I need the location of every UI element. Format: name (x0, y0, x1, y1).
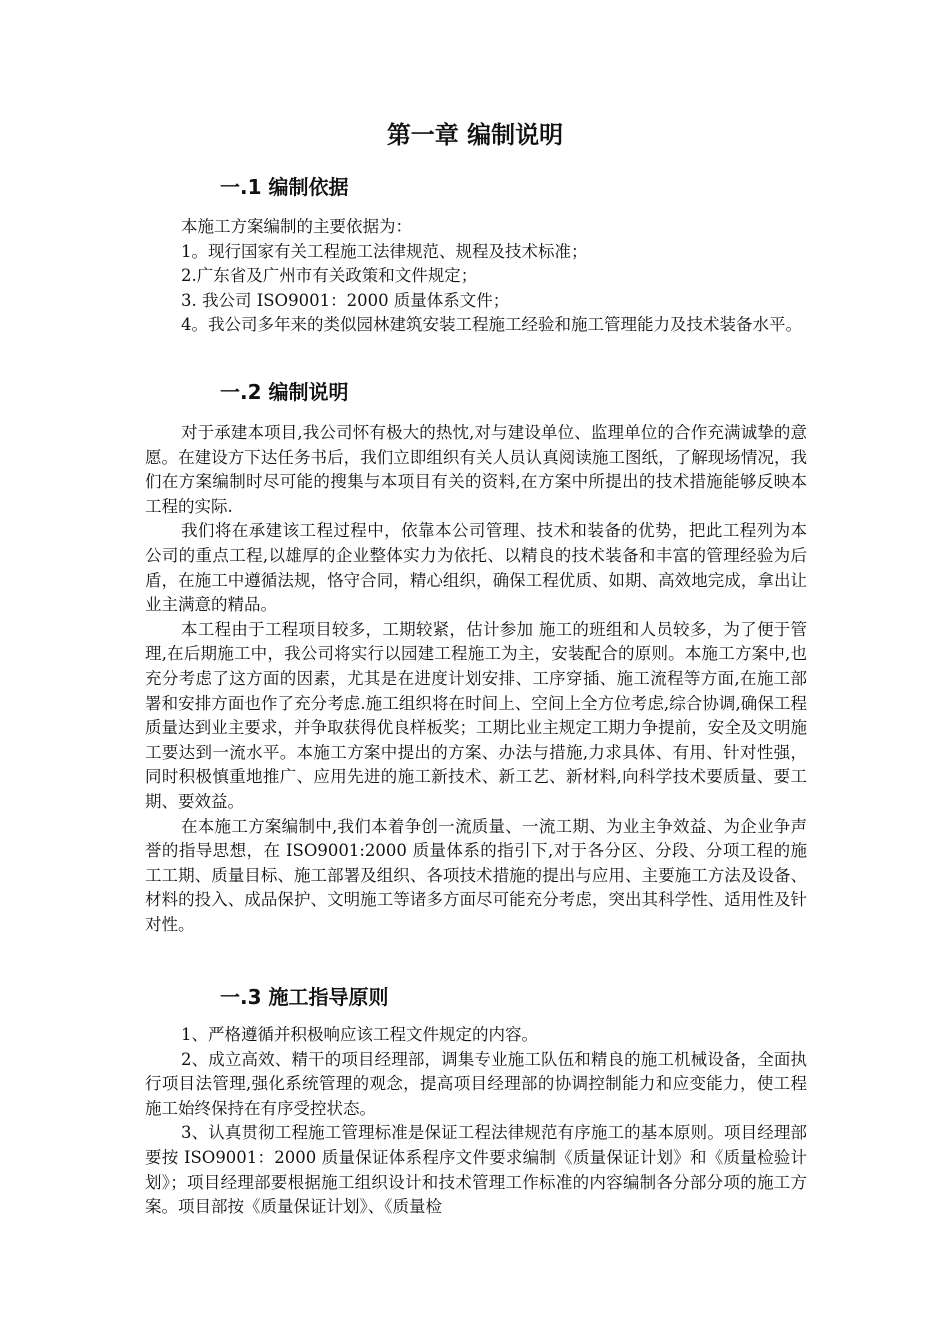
section-body-basis (145, 215, 807, 338)
section-body-explanation (145, 421, 807, 937)
list-item: 3. 我公司 ISO9001：2000 质量体系文件； (181, 290, 510, 310)
section-body-principles (145, 1023, 807, 1220)
paragraph: 对于承建本项目,我公司怀有极大的热忱,对与建设单位、监理单位的合作充满诚挚的意愿。在建设方下达任务书后，我们立即组织有关人员认真阅读施工图纸，了解现场情况，我们在方案编制时尽可能的搜集与本项目有关的资料,在方案中所提出的技术措施能够反映本工程的实际. (145, 423, 807, 516)
list-item: 1。现行国家有关工程施工法律规范、规程及技术标准； (181, 241, 588, 261)
paragraph: 在本施工方案编制中,我们本着争创一流质量、一流工期、为业主争效益、为企业争声誉的指导思想，在 ISO9001:2000 质量体系的指引下,对于各分区、分段、分项工程的施工工期、质量目标、施工部署及组织、各项技术措施的提出与应用、主要施工方法及设备、材料的投入、成品保护、文明施工等诸多方面尽可能充分考虑，突出其科学性、适用性及针对性。 (145, 816, 807, 934)
list-item: 2.广东省及广州市有关政策和文件规定； (181, 266, 478, 286)
chapter-title: 第一章 编制说明 (386, 121, 564, 149)
list-item: 4。我公司多年来的类似园林建筑安装工程施工经验和施工管理能力及技术装备水平。 (181, 315, 802, 335)
paragraph: 我们将在承建该工程过程中，依靠本公司管理、技术和装备的优势，把此工程列为本公司的重点工程,以雄厚的企业整体实力为依托、以精良的技术装备和丰富的管理经验为后盾，在施工中遵循法规，恪守合同，精心组织，确保工程优质、如期、高效地完成，拿出让业主满意的精品。 (145, 521, 807, 615)
list-item: 2、成立高效、精干的项目经理部，调集专业施工队伍和精良的施工机械设备，全面执行项目法管理,强化系统管理的观念，提高项目经理部的协调控制能力和应变能力，使工程施工始终保持在有序受控状态。 (145, 1049, 807, 1118)
section-title-basis: 一.1 编制依据 (220, 175, 349, 199)
list-item: 1、严格遵循并积极响应该工程文件规定的内容。 (181, 1025, 538, 1044)
section-title-explanation: 一.2 编制说明 (220, 380, 349, 404)
paragraph: 本施工方案编制的主要依据为： (181, 217, 412, 236)
list-item: 3、认真贯彻工程施工管理标准是保证工程法律规范有序施工的基本原则。项目经理部要按 ISO9001：2000 质量保证体系程序文件要求编制《质量保证计划》和《质量检验计划》；项目经理部要根据施工组织设计和技术管理工作标准的内容编制各分部分项的施工方案。项目部按《质量保证计划》、《质量检 (145, 1123, 807, 1217)
section-title-principles: 一.3 施工指导原则 (220, 985, 389, 1009)
paragraph: 本工程由于工程项目较多，工期较紧，估计参加 施工的班组和人员较多，为了便于管理,在后期施工中，我公司将实行以园建工程施工为主，安装配合的原则。本施工方案中,也充分考虑了这方面的因素，尤其是在进度计划安排、工序穿插、施工流程等方面,在施工部署和安排方面也作了充分考虑.施工组织将在时间上、空间上全方位考虑,综合协调,确保工程质量达到业主要求，并争取获得优良样板奖；工期比业主规定工期力争提前，安全及文明施工要达到一流水平。本施工方案中提出的方案、办法与措施,力求具体、有用、针对性强，同时积极慎重地推广、应用先进的施工新技术、新工艺、新材料,向科学技术要质量、要工期、要效益。 (145, 619, 807, 811)
